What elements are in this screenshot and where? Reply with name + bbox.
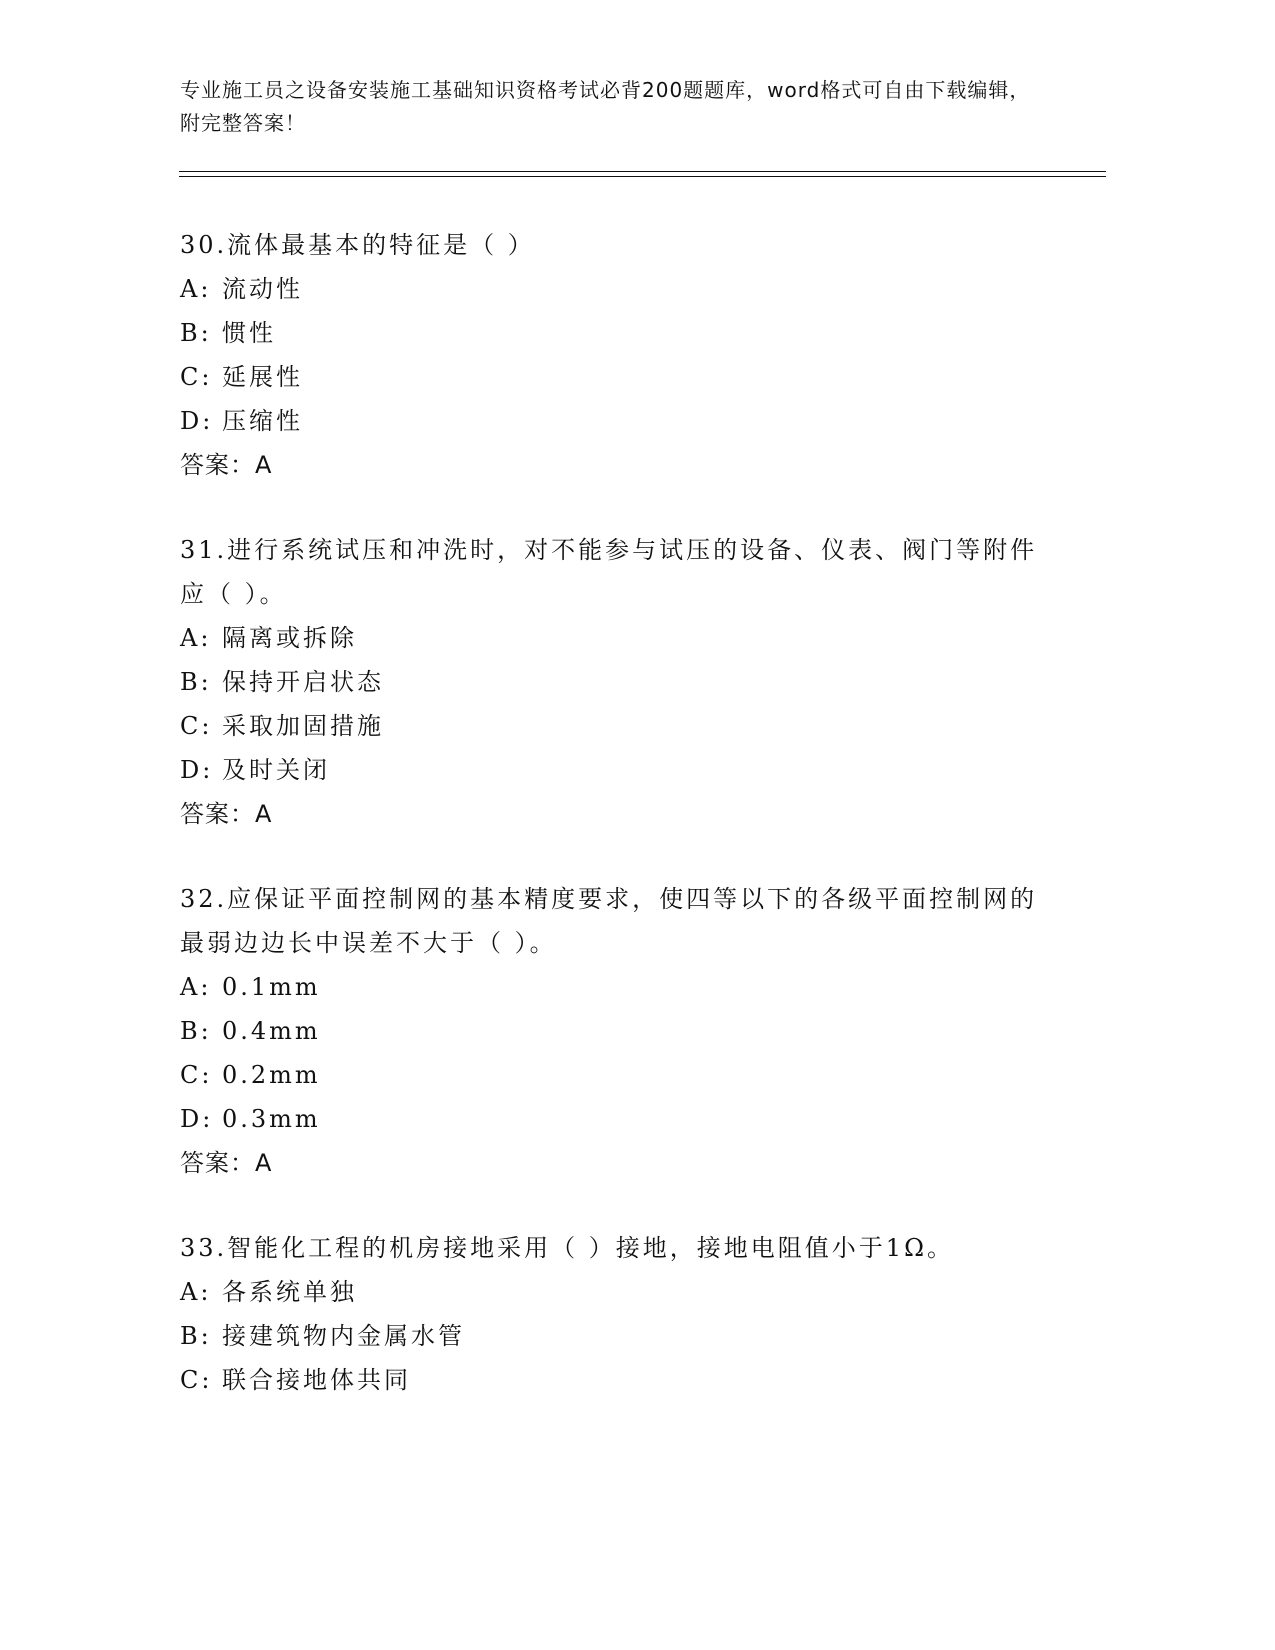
option-letter: B: <box>180 668 212 696</box>
option-text: 保持开启状态 <box>222 668 384 696</box>
option-letter: B: <box>180 1017 212 1045</box>
option-text: 压缩性 <box>222 407 303 435</box>
question-32 <box>180 877 1040 1185</box>
option-text: 接建筑物内金属水管 <box>222 1322 465 1350</box>
header-divider-top <box>179 171 1106 172</box>
question-text: 31.进行系统试压和冲洗时，对不能参与试压的设备、仪表、阀门等附件应（ ）。 <box>180 536 1038 608</box>
option-letter: C: <box>180 712 213 740</box>
option-text: 及时关闭 <box>222 756 330 784</box>
option-c <box>180 355 1040 399</box>
option-letter: C: <box>180 1366 213 1394</box>
option-text: 各系统单独 <box>222 1278 357 1306</box>
option-text: 流动性 <box>222 275 303 303</box>
option-d <box>180 1097 1040 1141</box>
question-text: 30.流体最基本的特征是（ ） <box>180 231 535 259</box>
option-text: 0.2mm <box>222 1061 321 1089</box>
option-letter: B: <box>180 1322 212 1350</box>
option-text: 0.3mm <box>222 1105 321 1133</box>
option-b <box>180 660 1040 704</box>
document-header: 专业施工员之设备安装施工基础知识资格考试必背200题题库，word格式可自由下载编辑，附完整答案！ <box>180 78 1031 135</box>
option-text: 惯性 <box>222 319 276 347</box>
option-text: 联合接地体共同 <box>222 1366 411 1394</box>
answer-line: 答案：A <box>180 800 273 828</box>
option-letter: C: <box>180 1061 213 1089</box>
option-a <box>180 616 1040 660</box>
question-31 <box>180 528 1040 836</box>
option-letter: D: <box>180 407 214 435</box>
option-b <box>180 311 1040 355</box>
option-letter: C: <box>180 363 213 391</box>
answer-line: 答案：A <box>180 451 273 479</box>
question-33 <box>180 1226 1040 1402</box>
option-c <box>180 1053 1040 1097</box>
option-c <box>180 1358 1040 1402</box>
option-text: 0.4mm <box>222 1017 321 1045</box>
question-text: 33.智能化工程的机房接地采用（ ）接地，接地电阻值小于1Ω。 <box>180 1234 954 1262</box>
question-text: 32.应保证平面控制网的基本精度要求，使四等以下的各级平面控制网的最弱边边长中误差不大于（ ）。 <box>180 885 1038 957</box>
option-text: 隔离或拆除 <box>222 624 357 652</box>
option-text: 采取加固措施 <box>222 712 384 740</box>
option-d <box>180 748 1040 792</box>
option-a <box>180 267 1040 311</box>
option-a <box>180 1270 1040 1314</box>
option-letter: A: <box>180 1278 212 1306</box>
option-text: 延展性 <box>222 363 303 391</box>
header-divider-bottom <box>179 176 1106 177</box>
option-d <box>180 399 1040 443</box>
answer-line: 答案：A <box>180 1149 273 1177</box>
option-letter: A: <box>180 275 212 303</box>
option-b <box>180 1009 1040 1053</box>
option-letter: D: <box>180 1105 214 1133</box>
option-letter: A: <box>180 973 212 1001</box>
option-b <box>180 1314 1040 1358</box>
question-30 <box>180 223 1040 487</box>
option-a <box>180 965 1040 1009</box>
option-letter: A: <box>180 624 212 652</box>
option-letter: D: <box>180 756 214 784</box>
option-letter: B: <box>180 319 212 347</box>
option-text: 0.1mm <box>222 973 321 1001</box>
option-c <box>180 704 1040 748</box>
